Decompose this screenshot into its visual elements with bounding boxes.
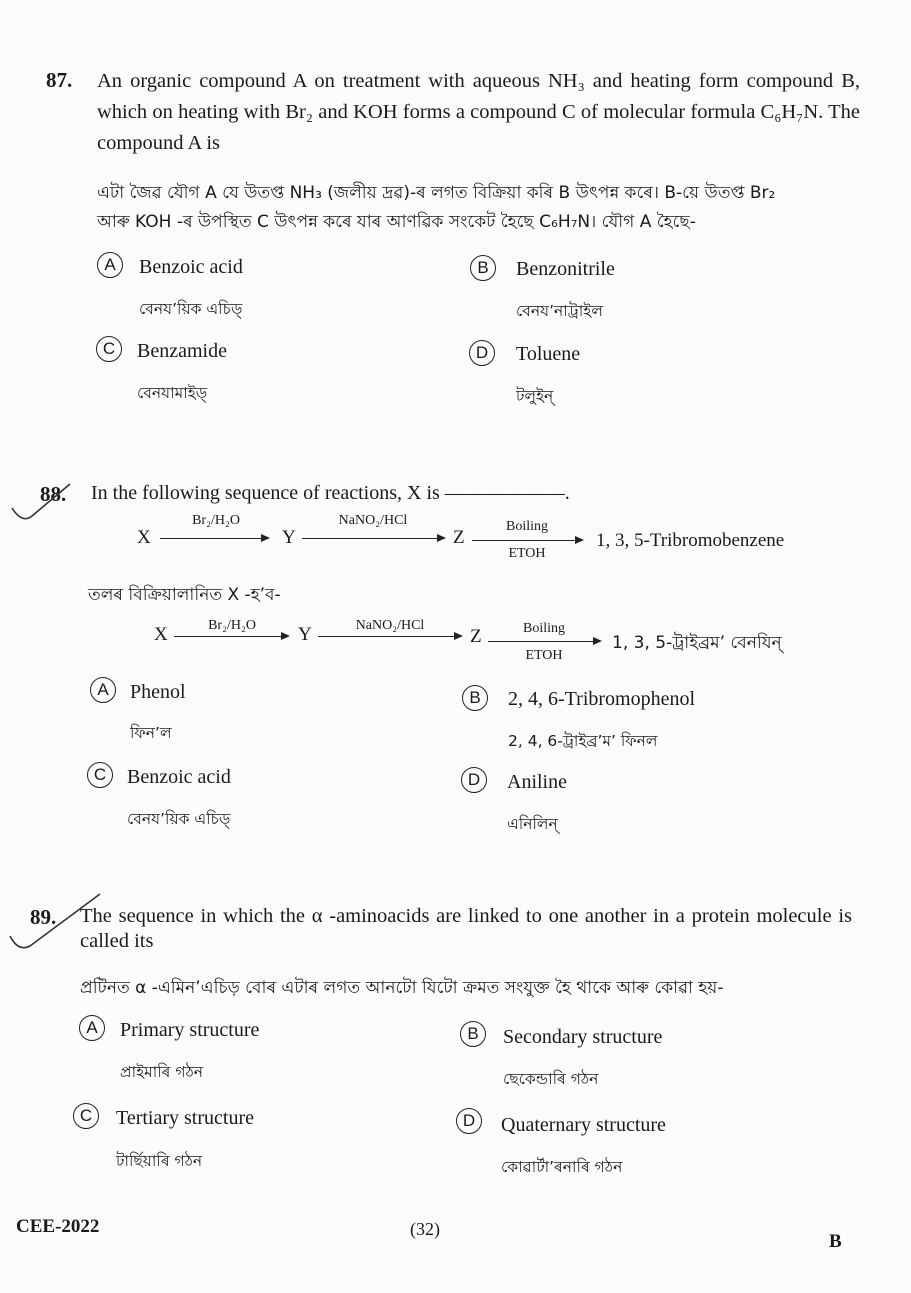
option-c-text-as: বেনয’য়িক এচিড্: [127, 810, 231, 828]
option-b-text: Benzonitrile: [516, 258, 615, 280]
option-c-text-as: বেনযামাইড্: [137, 384, 208, 402]
question-number: 88.: [40, 482, 67, 506]
option-bubble-a[interactable]: A: [79, 1015, 105, 1041]
option-d-text: Aniline: [507, 771, 567, 793]
option-c-text: Benzoic acid: [127, 766, 231, 788]
reaction-arrow: [174, 636, 288, 637]
product-label: 1, 3, 5-Tribromobenzene: [596, 530, 785, 551]
question-stem-as: আৰু KOH -ৰ উপস্থিত C উৎপন্ন কৰে যাৰ আণৱিক সংকেট হৈছে C₆H₇N। যৌগ A হৈছে-: [97, 212, 696, 232]
option-bubble-a[interactable]: A: [97, 252, 123, 278]
question-number: 87.: [46, 68, 73, 92]
reactant-x: X: [137, 527, 151, 548]
option-a-text: Phenol: [130, 681, 186, 703]
option-c-text: Benzamide: [137, 340, 227, 362]
reagent-label: Boiling: [522, 621, 565, 636]
question-stem-as: এটা জৈৱ যৌগ A যে উতপ্ত NH₃ (জলীয় দ্ৰৱ)-ৰ লগত বিক্ৰিয়া কৰি B উৎপন্ন কৰে। B-য়ে উতপ্ত Br₂: [97, 183, 776, 203]
reagent-label: ETOH: [508, 546, 546, 561]
option-bubble-c[interactable]: C: [96, 336, 122, 362]
intermediate-y: Y: [282, 527, 296, 548]
option-a-text-as: ফিন’ল: [130, 724, 172, 742]
option-bubble-a[interactable]: A: [90, 677, 116, 703]
reaction-arrow: [488, 641, 600, 642]
option-d-text: Toluene: [516, 343, 581, 365]
reagent-label: ETOH: [525, 648, 563, 663]
intermediate-z: Z: [453, 527, 465, 548]
intermediate-y: Y: [298, 624, 312, 645]
option-d-text-as: টলুইন্: [516, 387, 554, 405]
tick-mark-icon: [8, 478, 78, 528]
option-b-text: 2, 4, 6-Tribromophenol: [508, 688, 696, 710]
reaction-arrow: [472, 540, 582, 541]
page-number: (32): [410, 1219, 440, 1239]
option-bubble-c[interactable]: C: [73, 1103, 99, 1129]
option-a-text: Primary structure: [120, 1019, 260, 1041]
option-d-text-as: এনিলিন্: [507, 815, 558, 833]
option-a-text: Benzoic acid: [139, 256, 243, 278]
option-c-text-as: টাৰ্ছিয়াৰি গঠন: [116, 1152, 203, 1170]
option-b-text-as: 2, 4, 6-ট্ৰাইব্ৰ’ম’ ফিনল: [508, 732, 658, 750]
product-label: 1, 3, 5-ট্ৰাইব্ৰম’ বেনযিন্: [612, 633, 782, 653]
intermediate-z: Z: [470, 626, 482, 647]
reagent-label: Br₂/H₂O: [192, 513, 240, 528]
option-c-text: Tertiary structure: [116, 1107, 254, 1129]
option-bubble-d[interactable]: D: [469, 340, 495, 366]
option-bubble-d[interactable]: D: [461, 767, 487, 793]
option-b-text-as: বেনয’নাট্ৰাইল: [516, 302, 603, 320]
reagent-label: Br₂/H₂O: [208, 618, 256, 633]
reagent-label: Boiling: [505, 519, 548, 534]
reaction-arrow: [318, 636, 461, 637]
option-bubble-b[interactable]: B: [470, 255, 496, 281]
question-stem-en: In the following sequence of reactions, X is ——————.: [91, 482, 570, 504]
question-stem-as: তলৰ বিক্ৰিয়ালানিত X -হ’ব-: [88, 585, 281, 605]
question-number: 89.: [30, 905, 57, 929]
option-d-text-as: কোৱাৰ্টা’ৰনাৰি গঠন: [501, 1158, 623, 1176]
option-a-text-as: প্ৰাইমাৰি গঠন: [120, 1063, 204, 1081]
booklet-set: B: [829, 1231, 842, 1252]
option-bubble-b[interactable]: B: [460, 1021, 486, 1047]
reactant-x: X: [154, 624, 168, 645]
question-stem-en: The sequence in which the α -aminoacids are linked to one another in a protein molecule is called its: [80, 905, 852, 952]
question-stem-as: প্ৰটিনত α -এমিন’এচিড় বোৰ এটাৰ লগত আনটো যিটো ক্ৰমত সংযুক্ত হৈ থাকে আৰু কোৱা হয়-: [80, 978, 724, 998]
reaction-arrow: [302, 538, 444, 539]
option-bubble-b[interactable]: B: [462, 685, 488, 711]
option-a-text-as: বেনয’য়িক এচিড্: [139, 300, 243, 318]
reagent-label: NaNO₂/HCl: [338, 513, 408, 528]
option-d-text: Quaternary structure: [501, 1114, 666, 1136]
reaction-arrow: [160, 538, 268, 539]
option-bubble-c[interactable]: C: [87, 762, 113, 788]
option-bubble-d[interactable]: D: [456, 1108, 482, 1134]
option-b-text: Secondary structure: [503, 1026, 663, 1048]
option-b-text-as: ছেকেন্ডাৰি গঠন: [503, 1070, 599, 1088]
reagent-label: NaNO₂/HCl: [355, 618, 425, 633]
question-stem-en: An organic compound A on treatment with aqueous NH₃ and heating form compound B, which on heating with Br₂ and KOH forms a compound C of molecular formula C₆H₇N. The compound A is: [97, 70, 860, 154]
exam-code: CEE-2022: [16, 1216, 100, 1237]
